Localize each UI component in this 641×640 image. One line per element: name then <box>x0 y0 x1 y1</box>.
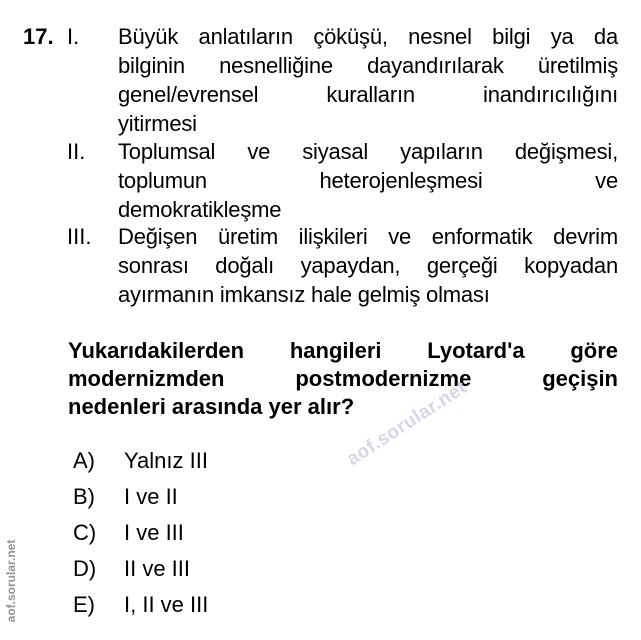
stem-line-3: nedenleri arasında yer alır? <box>68 394 355 419</box>
option-e[interactable] <box>73 590 208 626</box>
item-ii-line-2: toplumun heterojenleşmesi ve <box>118 168 618 193</box>
item-text-iii <box>118 222 618 309</box>
item-i-line-4: yitirmesi <box>118 111 197 136</box>
option-c-text: I ve III <box>124 520 184 545</box>
option-c[interactable] <box>73 518 184 554</box>
item-iii-line-2: sonrası doğalı yapaydan, gerçeği kopyadan <box>118 253 618 278</box>
watermark-diagonal: aof.sorular.net <box>343 377 471 471</box>
item-iii-line-3: ayırmanın imkansız hale gelmiş olması <box>118 282 490 307</box>
item-label-i: I. <box>67 24 80 49</box>
option-a[interactable] <box>73 446 208 482</box>
stem-line-1: Yukarıdakilerden hangileri Lyotard'a göre <box>68 338 618 363</box>
question-number: 17. <box>23 24 54 49</box>
option-d[interactable] <box>73 554 190 590</box>
item-text-i <box>118 22 618 138</box>
item-label-ii: II. <box>67 139 86 164</box>
item-ii-line-3: demokratikleşme <box>118 197 282 222</box>
option-c-letter: C) <box>73 520 97 545</box>
item-text-ii <box>118 137 618 224</box>
option-a-letter: A) <box>73 448 95 473</box>
option-e-letter: E) <box>73 592 95 617</box>
stem-line-2: modernizmden postmodernizme geçişin <box>68 366 618 391</box>
item-iii-line-1: Değişen üretim ilişkileri ve enformatik devrim <box>118 224 618 249</box>
option-b[interactable] <box>73 482 178 518</box>
item-ii-line-1: Toplumsal ve siyasal yapıların değişmesi, <box>118 139 618 164</box>
watermark-vertical: aof.sorular.net <box>4 539 18 623</box>
item-label-iii: III. <box>67 224 92 249</box>
option-b-letter: B) <box>73 484 95 509</box>
item-i-line-1: Büyük anlatıların çöküşü, nesnel bilgi ya da <box>118 24 618 49</box>
option-d-letter: D) <box>73 556 97 581</box>
item-i-line-3: genel/evrensel kuralların inandırıcılığını <box>118 82 618 107</box>
item-i-line-2: bilginin nesnelliğine dayandırılarak üretilmiş <box>118 53 618 78</box>
option-d-text: II ve III <box>124 556 191 581</box>
option-b-text: I ve II <box>124 484 178 509</box>
option-e-text: I, II ve III <box>124 592 209 617</box>
question-stem <box>68 337 618 421</box>
option-a-text: Yalnız III <box>124 448 208 473</box>
